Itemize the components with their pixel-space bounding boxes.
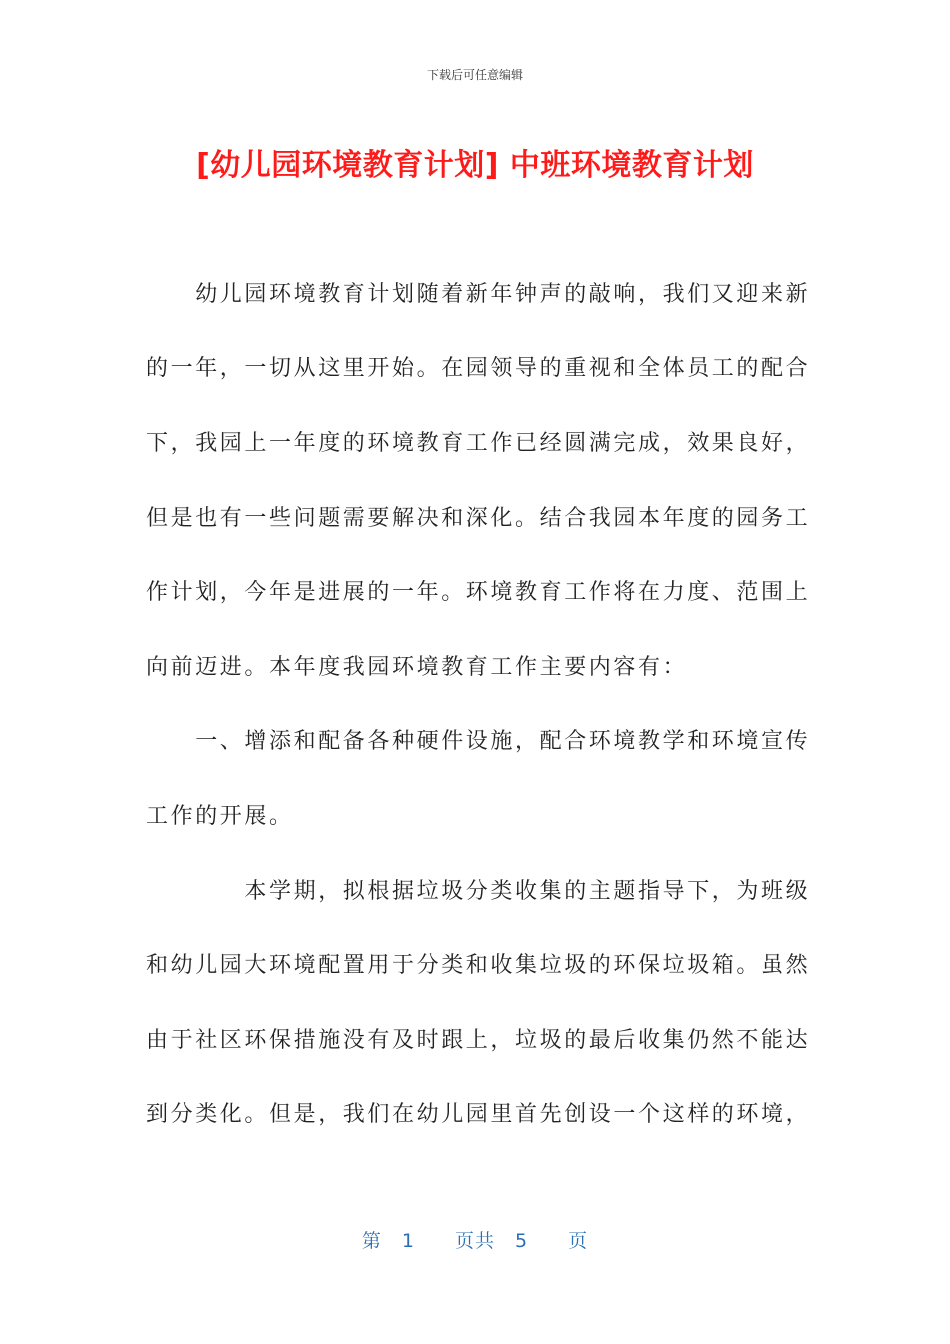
- page-number-footer: 第 1 页共 5 页: [361, 1230, 589, 1252]
- document-title: [幼儿园环境教育计划] 中班环境教育计划: [196, 148, 754, 183]
- body-line: 本学期，拟根据垃圾分类收集的主题指导下，为班级: [146, 879, 811, 904]
- body-line: 作计划，今年是进展的一年。环境教育工作将在力度、范围上: [146, 580, 811, 605]
- body-line: 一、增添和配备各种硬件设施，配合环境教学和环境宣传: [146, 729, 811, 754]
- body-line: 由于社区环保措施没有及时跟上，垃圾的最后收集仍然不能达: [146, 1028, 811, 1053]
- body-line: 向前迈进。本年度我园环境教育工作主要内容有：: [146, 655, 688, 680]
- body-line: 下，我园上一年度的环境教育工作已经圆满完成，效果良好，: [146, 431, 811, 456]
- body-line: 工作的开展。: [146, 804, 294, 829]
- header-note: 下载后可任意编辑: [426, 68, 523, 82]
- body-line: 和幼儿园大环境配置用于分类和收集垃圾的环保垃圾箱。虽然: [146, 953, 811, 978]
- body-line: 到分类化。但是，我们在幼儿园里首先创设一个这样的环境，: [146, 1102, 811, 1127]
- body-line: 幼儿园环境教育计划随着新年钟声的敲响，我们又迎来新: [146, 282, 811, 307]
- body-line: 但是也有一些问题需要解决和深化。结合我园本年度的园务工: [146, 506, 811, 531]
- body-line: 的一年，一切从这里开始。在园领导的重视和全体员工的配合: [146, 356, 811, 381]
